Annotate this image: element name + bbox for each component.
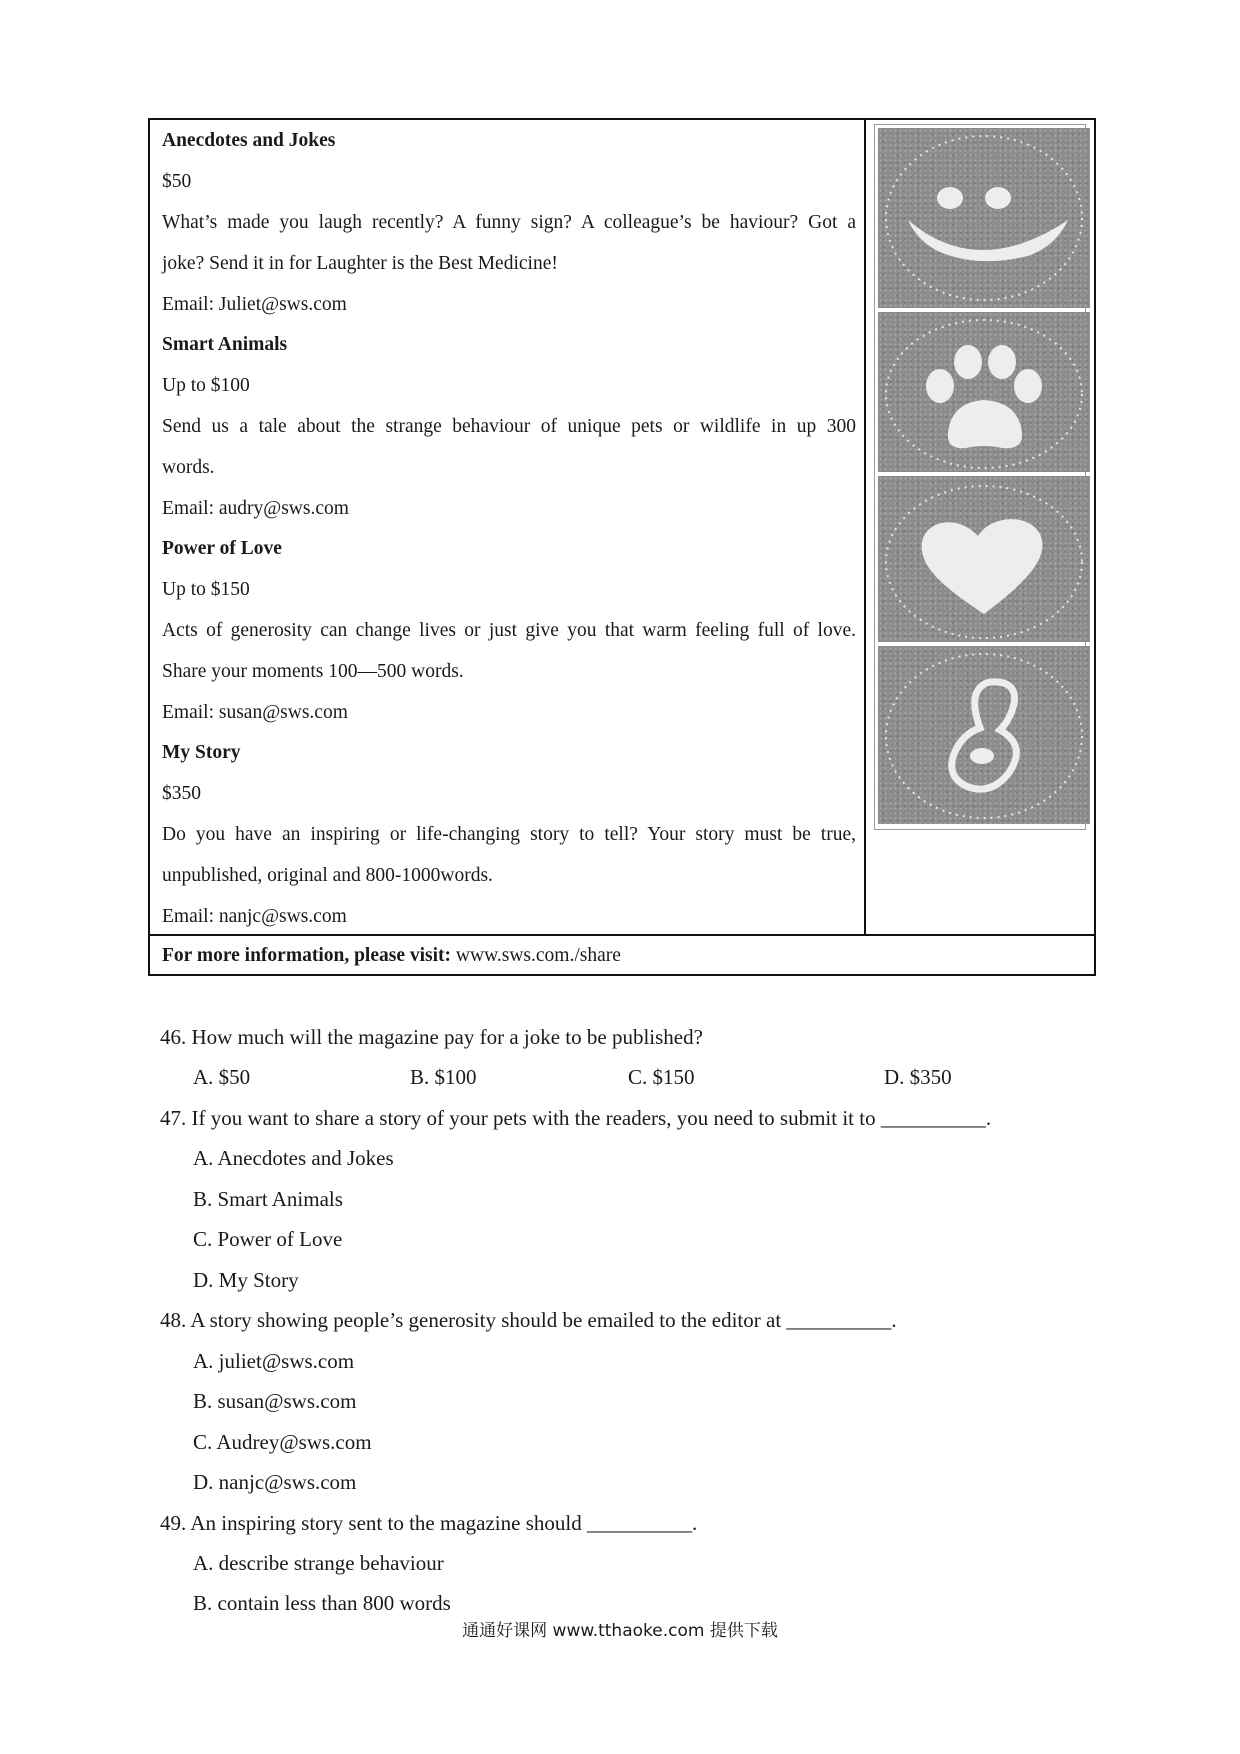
question-46-option-a[interactable]: A. $50 — [193, 1065, 251, 1089]
ad-email-smart-animals: Email: audry@sws.com — [162, 498, 349, 519]
ad-desc-power-of-love-line2: Share your moments 100—500 words. — [162, 661, 464, 682]
ad-desc-smart-animals-line2: words. — [162, 457, 215, 478]
question-49-option-b[interactable]: B. contain less than 800 words — [193, 1591, 451, 1615]
ad-desc-smart-animals-line1: Send us a tale about the strange behaviour of unique pets or wildlife in up 300 — [162, 416, 856, 437]
question-48-option-d[interactable]: D. nanjc@sws.com — [193, 1470, 357, 1494]
question-46-option-d[interactable]: D. $350 — [884, 1065, 952, 1089]
question-48-option-c[interactable]: C. Audrey@sws.com — [193, 1430, 372, 1454]
ad-price-smart-animals: Up to $100 — [162, 375, 250, 396]
question-47-stem: 47. If you want to share a story of your pets with the readers, you need to submit it to __________. — [160, 1106, 992, 1130]
ad-price-my-story: $350 — [162, 783, 201, 804]
ad-email-anecdotes: Email: Juliet@sws.com — [162, 294, 347, 315]
question-48-option-b[interactable]: B. susan@sws.com — [193, 1389, 357, 1413]
ad-price-power-of-love: Up to $150 — [162, 579, 250, 600]
more-info-url: www.sws.com./share — [455, 945, 621, 966]
question-47-option-c[interactable]: C. Power of Love — [193, 1227, 343, 1251]
question-49-stem: 49. An inspiring story sent to the magazine should __________. — [160, 1511, 698, 1535]
ad-desc-my-story-line1: Do you have an inspiring or life-changing story to tell? Your story must be true, — [162, 824, 856, 845]
ad-heading-power-of-love: Power of Love — [162, 538, 282, 559]
ad-email-power-of-love: Email: susan@sws.com — [162, 702, 348, 723]
paw-print-icon — [878, 312, 1090, 472]
page-footer-note: 通通好课网 www.tthaoke.com 提供下载 — [462, 1621, 778, 1641]
question-47-option-b[interactable]: B. Smart Animals — [193, 1187, 343, 1211]
ad-heading-smart-animals: Smart Animals — [162, 334, 288, 355]
ad-heading-my-story: My Story — [162, 742, 241, 763]
magazine-notice-table — [148, 118, 1096, 976]
ad-price-anecdotes: $50 — [162, 171, 192, 192]
footprint-icon — [878, 646, 1090, 824]
ad-desc-anecdotes-line1: What’s made you laugh recently? A funny sign? A colleague’s be haviour? Got a — [162, 212, 856, 233]
ad-desc-power-of-love-line1: Acts of generosity can change lives or just give you that warm feeling full of love. — [162, 620, 856, 641]
question-46-option-b[interactable]: B. $100 — [410, 1065, 477, 1089]
question-47-option-d[interactable]: D. My Story — [193, 1268, 299, 1292]
heart-icon — [878, 476, 1090, 642]
question-46-option-c[interactable]: C. $150 — [628, 1065, 695, 1089]
more-info-row — [150, 934, 1094, 974]
question-46-stem: 46. How much will the magazine pay for a joke to be published? — [160, 1025, 703, 1049]
notice-picture-column — [866, 120, 1094, 934]
question-47-option-a[interactable]: A. Anecdotes and Jokes — [193, 1146, 394, 1170]
notice-text-column — [150, 120, 866, 934]
ad-heading-anecdotes: Anecdotes and Jokes — [162, 130, 336, 151]
smiley-face-icon — [878, 128, 1090, 308]
question-48-option-a[interactable]: A. juliet@sws.com — [193, 1349, 355, 1373]
more-info-label: For more information, please visit: — [162, 945, 452, 966]
question-49-option-a[interactable]: A. describe strange behaviour — [193, 1551, 444, 1575]
ad-desc-anecdotes-line2: joke? Send it in for Laughter is the Best Medicine! — [162, 253, 558, 274]
question-48-stem: 48. A story showing people’s generosity should be emailed to the editor at __________. — [160, 1308, 897, 1332]
ad-desc-my-story-line2: unpublished, original and 800-1000words. — [162, 865, 493, 886]
ad-email-my-story: Email: nanjc@sws.com — [162, 906, 347, 927]
